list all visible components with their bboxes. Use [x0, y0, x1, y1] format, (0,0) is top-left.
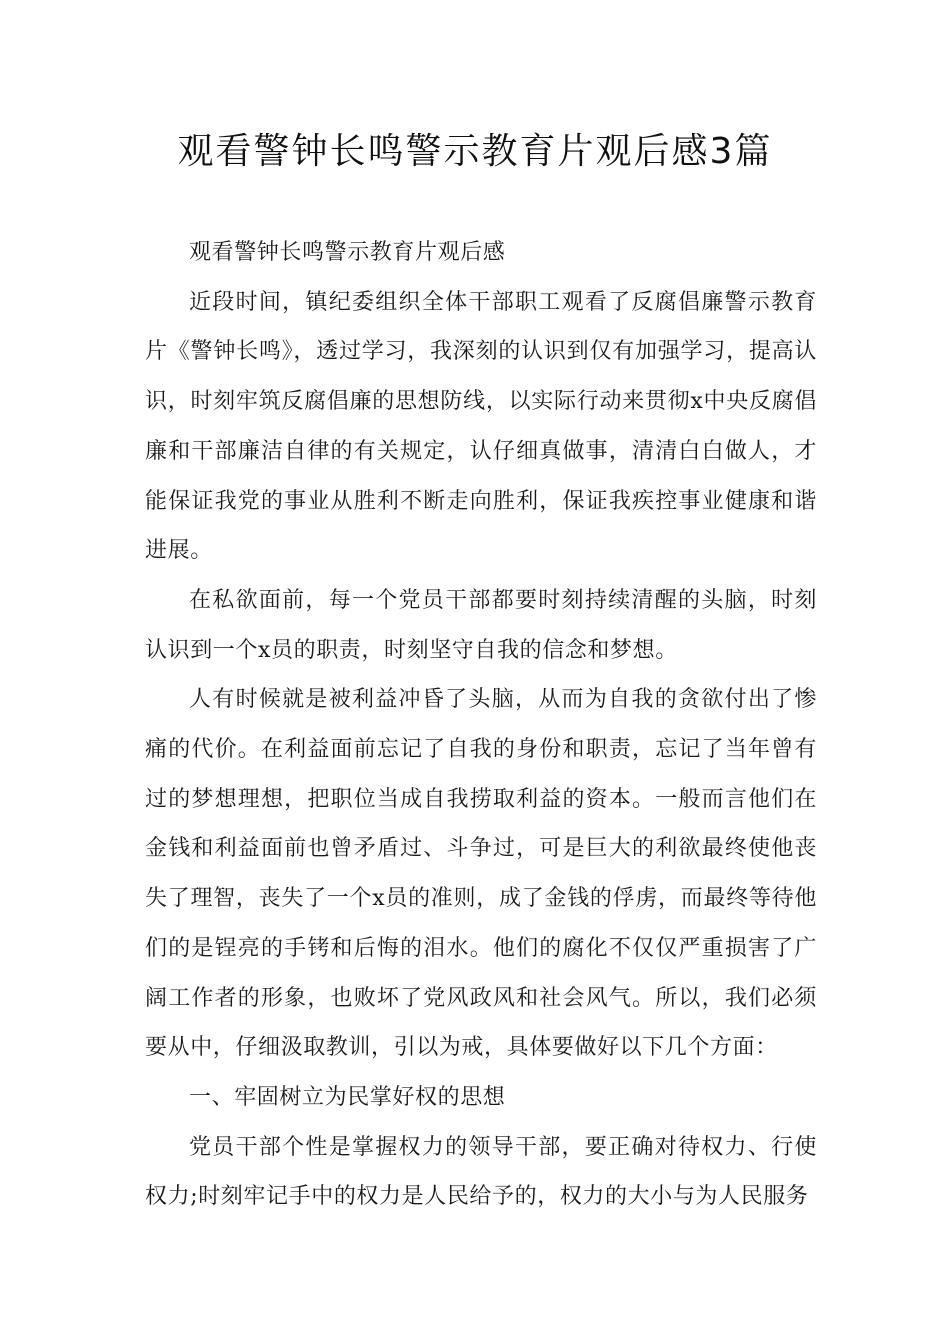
paragraph-4: 党员干部个性是掌握权力的领导干部，要正确对待权力、行使权力;时刻牢记手中的权力是人民给予的，权力的大小与为人民服务	[145, 1134, 817, 1210]
paragraph-1: 近段时间，镇纪委组织全体干部职工观看了反腐倡廉警示教育片《警钟长鸣》，透过学习，我深刻的认识到仅有加强学习，提高认识，时刻牢筑反腐倡廉的思想防线，以实际行动来贯彻x中央反腐倡廉和干部廉洁自律的有关规定，认仔细真做事，清清白白做人，才能保证我党的事业从胜利不断走向胜利，保证我疾控事业健康和谐进展。	[145, 289, 817, 564]
document-body	[145, 228, 817, 1222]
section-heading-1: 一、牢固树立为民掌好权的思想	[189, 1084, 506, 1110]
document-title: 观看警钟长鸣警示教育片观后感3篇	[177, 131, 773, 172]
paragraph-2: 在私欲面前，每一个党员干部都要时刻持续清醒的头脑，时刻认识到一个x员的职责，时刻坚守自我的信念和梦想。	[145, 587, 817, 663]
paragraph-3: 人有时候就是被利益冲昏了头脑，从而为自我的贪欲付出了惨痛的代价。在利益面前忘记了自我的身份和职责，忘记了当年曾有过的梦想理想，把职位当成自我捞取利益的资本。一般而言他们在金钱和利益面前也曾矛盾过、斗争过，可是巨大的利欲最终使他丧失了理智，丧失了一个x员的准则，成了金钱的俘虏，而最终等待他们的是锃亮的手铐和后悔的泪水。他们的腐化不仅仅严重损害了广阔工作者的形象，也败坏了党风政风和社会风气。所以，我们必须要从中，仔细汲取教训，引以为戒，具体要做好以下几个方面：	[145, 687, 817, 1061]
paragraph-subtitle: 观看警钟长鸣警示教育片观后感	[189, 240, 506, 265]
